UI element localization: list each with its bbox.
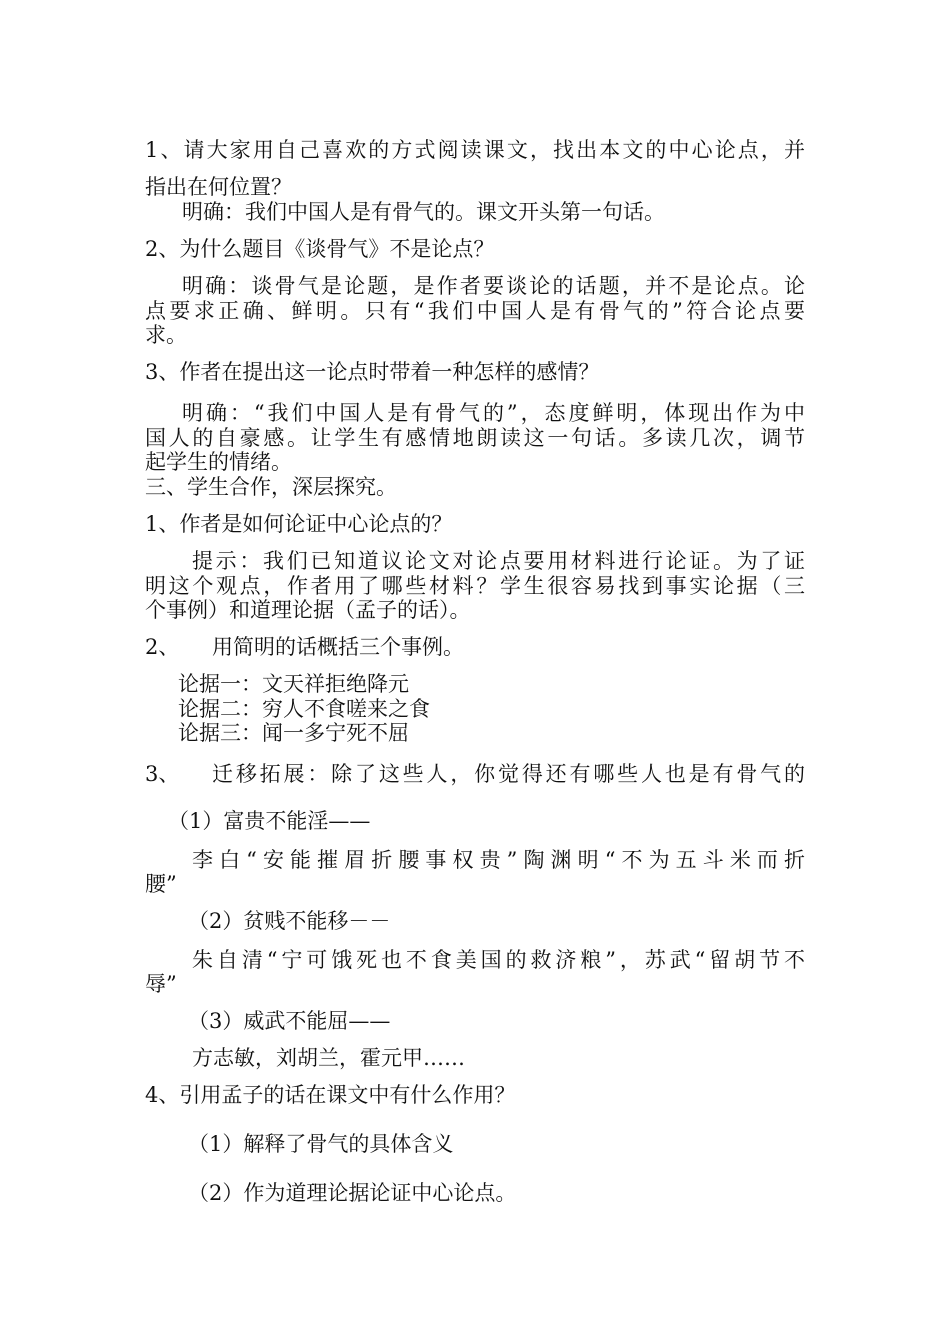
- list-number: 2、: [145, 635, 180, 659]
- text-line: 迁移拓展：除了这些人，你觉得还有哪些人也是有骨气的: [212, 762, 805, 786]
- section-heading: 三、学生合作，深层探究。: [145, 475, 397, 499]
- text-line: （3）威武不能屈——: [188, 1009, 391, 1033]
- text-line: 1、作者是如何论证中心论点的？: [145, 512, 453, 536]
- text-line: 1、请大家用自己喜欢的方式阅读课文，找出本文的中心论点，并: [145, 138, 805, 162]
- text-line: 4、引用孟子的话在课文中有什么作用？: [145, 1083, 516, 1107]
- text-line: 求。: [145, 323, 187, 347]
- text-line: （2）作为道理论据论证中心论点。: [188, 1181, 517, 1205]
- text-line: 用简明的话概括三个事例。: [212, 635, 464, 659]
- text-line: 国人的自豪感。让学生有感情地朗读这一句话。多读几次，调节: [145, 426, 805, 450]
- text-line: 提示：我们已知道议论文对论点要用材料进行论证。为了证: [192, 549, 805, 573]
- text-line: 个事例）和道理论据（孟子的话）。: [145, 598, 471, 622]
- text-line: 明确：“我们中国人是有骨气的”，态度鲜明，体现出作为中: [182, 401, 805, 425]
- text-line: 明这个观点，作者用了哪些材料？学生很容易找到事实论据（三: [145, 574, 805, 598]
- text-line: 指出在何位置？: [145, 175, 292, 199]
- text-line: 论据一：文天祥拒绝降元: [178, 672, 409, 696]
- text-line: 李白“安能摧眉折腰事权贵”陶渊明“不为五斗米而折: [192, 848, 805, 872]
- text-line: 论据二：穷人不食嗟来之食: [178, 697, 430, 721]
- text-line: （1）解释了骨气的具体含义: [188, 1132, 454, 1156]
- text-line: 点要求正确、鲜明。只有“我们中国人是有骨气的”符合论点要: [145, 299, 805, 323]
- text-line: 明确：我们中国人是有骨气的。课文开头第一句话。: [182, 200, 665, 224]
- text-line: （2）贫贱不能移－－: [188, 909, 391, 933]
- text-line: 3、作者在提出这一论点时带着一种怎样的感情？: [145, 360, 600, 384]
- text-line: 论据三：闻一多宁死不屈: [178, 721, 409, 745]
- text-line: 起学生的情绪。: [145, 450, 292, 474]
- text-line: 辱”: [145, 972, 177, 996]
- text-line: 腰”: [145, 872, 177, 896]
- text-line: （1）富贵不能淫——: [168, 809, 371, 833]
- text-line: 方志敏，刘胡兰，霍元甲……: [192, 1046, 465, 1070]
- list-number: 3、: [145, 762, 180, 786]
- text-line: 2、为什么题目《谈骨气》不是论点？: [145, 237, 495, 261]
- text-line: 明确：谈骨气是论题，是作者要谈论的话题，并不是论点。论: [182, 274, 805, 298]
- text-line: 朱自清“宁可饿死也不食美国的救济粮”，苏武“留胡节不: [192, 948, 805, 972]
